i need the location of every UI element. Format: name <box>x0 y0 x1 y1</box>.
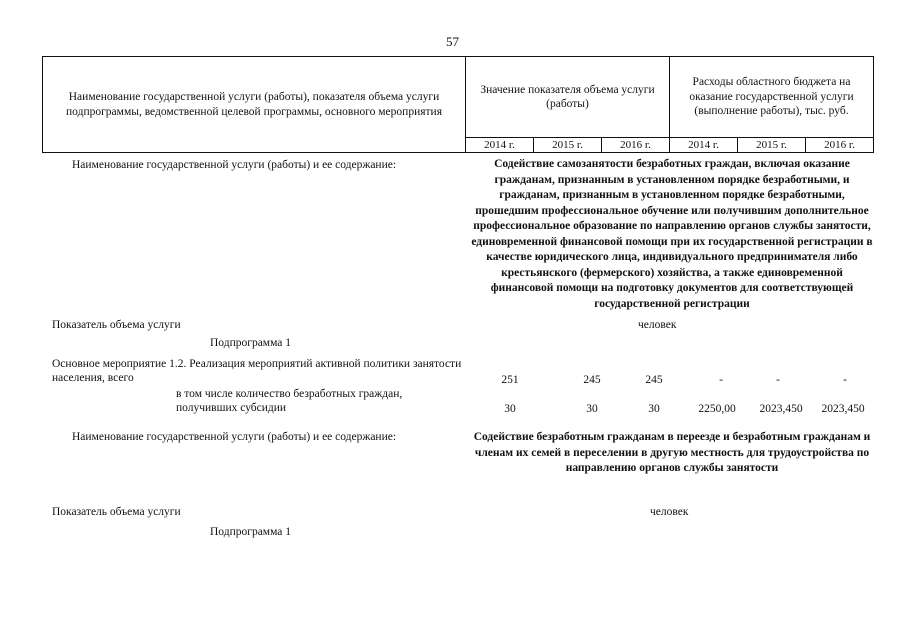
header-table <box>42 56 874 153</box>
unit-label: человек <box>638 319 677 331</box>
year-cell: 2014 г. <box>466 138 534 153</box>
year-cell: 2016 г. <box>806 138 874 153</box>
header-volume-column: Значение показателя объема услуги (работы) <box>466 57 670 138</box>
value-cell: 2023,450 <box>821 403 865 415</box>
year-cell: 2015 г. <box>738 138 806 153</box>
page-number: 57 <box>446 34 459 49</box>
service-label: Наименование государственной услуги (работы) и ее содержание: <box>72 431 397 443</box>
value-cell: 2250,00 <box>698 403 736 415</box>
service-title: Содействие самозанятости безработных граждан, включая оказание гражданам, признанным в установленном порядке безработными, и гражданам, признанным в установленном порядке безработными, прошедшим профессиональное обучение или получившим дополнительное профессиональное образование по направлению органов службы занятости, единовременной финансовой помощи при их государственной регистрации в качестве юридического лица, индивидуального предпринимателя либо крестьянского (фермерского) хозяйства, а также единовременной финансовой помощи на подготовку документов для соответствующей государственной регистрации <box>471 158 873 310</box>
year-cell: 2016 г. <box>602 138 670 153</box>
main-activity-name <box>52 357 470 386</box>
service-title: Содействие безработным гражданам в переезде и безработным гражданам и членам их семей в переселении в другую местность для трудоустройства по направлению органов службы занятости <box>473 431 871 474</box>
value-cell: 245 <box>583 374 601 386</box>
value-cell: - <box>719 374 723 386</box>
subsidy-row-name: в том числе количество безработных граждан, получивших субсидии <box>176 388 403 415</box>
header-expenses-column: Расходы областного бюджета на оказание государственной услуги (выполнение работы), тыс. руб. <box>670 57 874 138</box>
unit-label: человек <box>650 506 689 518</box>
value-cell: 2023,450 <box>759 403 803 415</box>
main-activity-text: Основное мероприятие 1.2. Реализация мероприятий активной политики занятости населения, всего <box>52 358 462 385</box>
value-cell: - <box>843 374 847 386</box>
value-cell: 30 <box>504 403 516 415</box>
value-cell: 30 <box>586 403 598 415</box>
indicator-label: Показатель объема услуги <box>52 319 181 331</box>
subprogram-label: Подпрограмма 1 <box>210 337 292 349</box>
year-cell: 2015 г. <box>534 138 602 153</box>
value-cell: 245 <box>645 374 663 386</box>
indicator-label: Показатель объема услуги <box>52 506 181 518</box>
year-cell: 2014 г. <box>670 138 738 153</box>
value-cell: 30 <box>648 403 660 415</box>
subprogram-label: Подпрограмма 1 <box>210 526 292 538</box>
value-cell: - <box>776 374 780 386</box>
value-cell: 251 <box>501 374 519 386</box>
service-label: Наименование государственной услуги (работы) и ее содержание: <box>72 159 397 171</box>
header-name-column: Наименование государственной услуги (работы), показателя объема услуги подпрограммы, ведомственной целевой программы, основного мероприятия <box>43 57 466 153</box>
